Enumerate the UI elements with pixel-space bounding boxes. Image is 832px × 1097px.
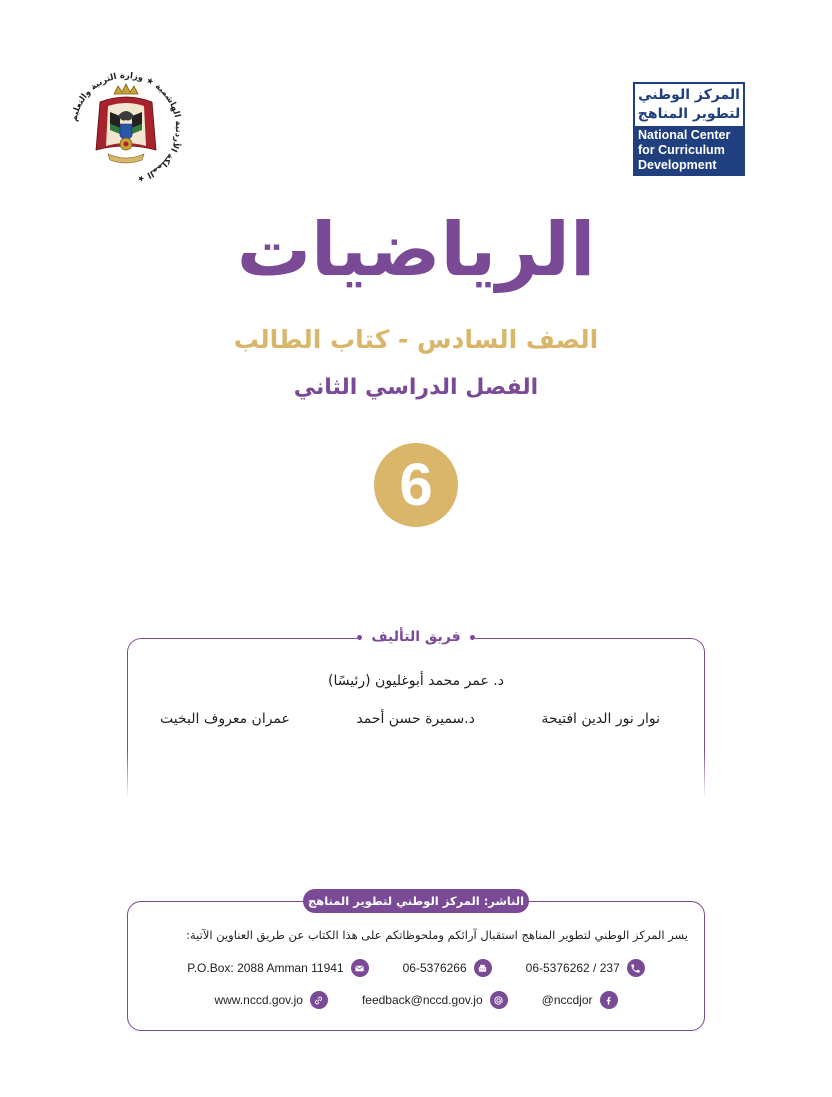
link-icon: [310, 991, 328, 1009]
lead-author: د. عمر محمد أبوغليون (رئيسًا): [328, 673, 504, 689]
nccd-logo-arabic-line1: المركز الوطني: [638, 87, 740, 103]
mail-icon: [351, 959, 369, 977]
contact-fax-value: 06-5376266: [402, 961, 467, 975]
contact-email-value: feedback@nccd.gov.jo: [361, 993, 483, 1007]
nccd-logo-english-line2: for Curriculum: [638, 143, 725, 157]
contact-facebook-value: @nccdjor: [541, 993, 593, 1007]
grade-number-badge: 6: [374, 443, 458, 527]
feedback-text: يسر المركز الوطني لتطوير المناهج استقبال آرائكم وملحوظاتكم على هذا الكتاب عن طريق العناوين الآتية:: [186, 928, 688, 942]
contact-phone-value: 06-5376262 / 237: [525, 961, 620, 975]
author-name: د.سميرة حسن أحمد: [356, 711, 475, 727]
nccd-logo-arabic: [635, 84, 743, 126]
author-name: نوار نور الدين افتيحة: [541, 711, 660, 727]
contact-fax[interactable]: [403, 958, 492, 978]
book-subtitle: الصف السادس - كتاب الطالب: [233, 325, 599, 354]
nccd-logo-english-line3: Development: [638, 158, 717, 172]
jordan-coat-of-arms-emblem: [70, 72, 182, 184]
contact-facebook[interactable]: [542, 990, 618, 1010]
nccd-logo-english-line1: National Center: [638, 128, 731, 142]
author-list: [160, 708, 660, 730]
at-icon: [490, 991, 508, 1009]
contact-row-phone-fax-po: [0, 958, 832, 978]
authors-label: فريق التأليف: [357, 624, 474, 650]
contact-pobox: [187, 958, 368, 978]
author-name: عمران معروف البخيت: [160, 711, 290, 727]
facebook-icon: [600, 991, 618, 1009]
contact-email[interactable]: [362, 990, 508, 1010]
nccd-logo: [633, 82, 745, 176]
contact-website-value: www.nccd.gov.jo: [214, 993, 303, 1007]
phone-icon: [627, 959, 645, 977]
contact-website[interactable]: [214, 990, 327, 1010]
emblem-graphic: [70, 72, 182, 184]
contact-pobox-value: P.O.Box: 2088 Amman 11941: [187, 961, 344, 975]
emblem-ring-text: المملكة الأردنية الهاشمية ★ وزارة التربية والتعليم ★: [70, 72, 182, 184]
nccd-logo-english: [635, 126, 743, 174]
contact-phone[interactable]: [526, 958, 645, 978]
fax-icon: [474, 959, 492, 977]
contact-row-online: [0, 990, 832, 1010]
book-semester: الفصل الدراسي الثاني: [293, 375, 539, 400]
nccd-logo-arabic-line2: لتطوير المناهج: [637, 106, 741, 122]
book-title: الرياضيات: [236, 207, 596, 293]
publisher-label: الناشر: المركز الوطني لتطوير المناهج: [303, 889, 529, 913]
